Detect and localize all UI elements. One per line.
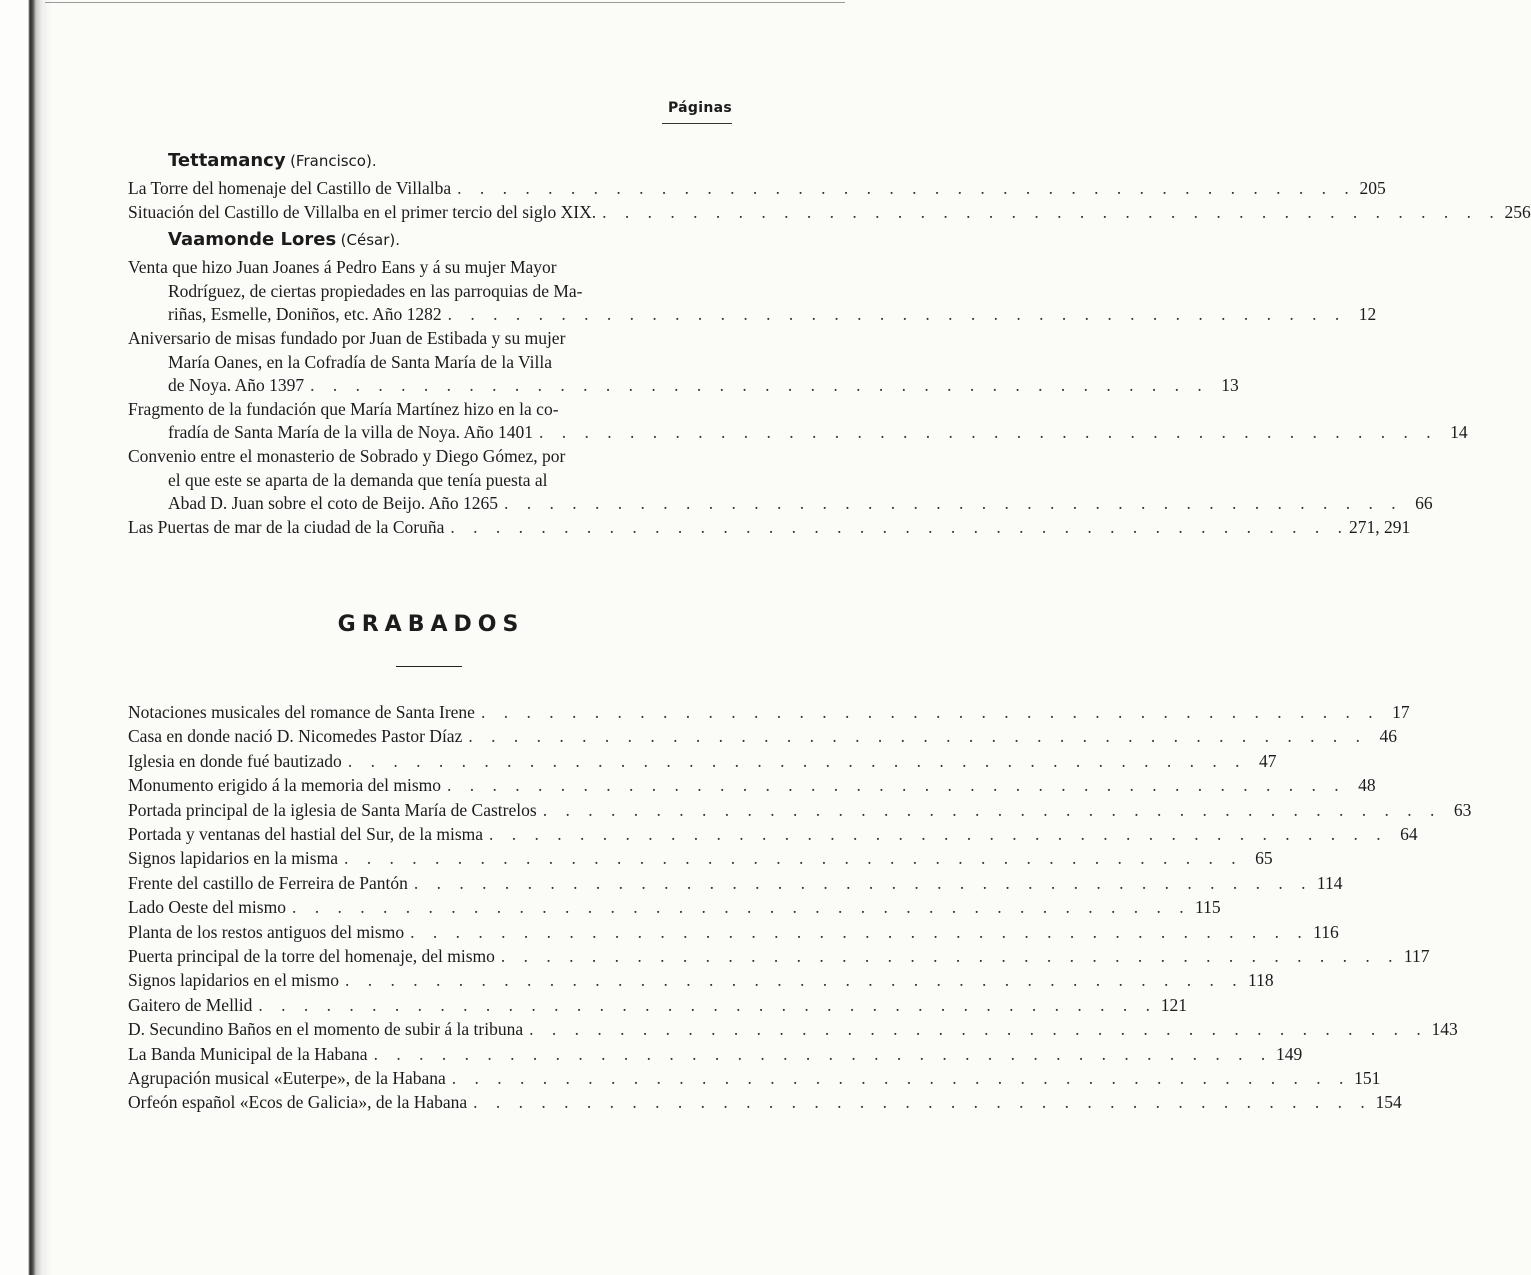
page-number: 271, 291 <box>1348 516 1411 537</box>
paginas-heading: Páginas <box>668 100 732 116</box>
index-line <box>128 872 1343 897</box>
grabados-rule <box>396 666 462 667</box>
dot-leader: . . . . . . . . . . . . . . . . . . . . . . . . . . . . . . . . . . . . . . . . <box>529 1019 1428 1040</box>
entry-text: Situación del Castillo de Villalba en el primer tercio del siglo XIX. <box>128 201 597 222</box>
entry-text: Convenio entre el monasterio de Sobrado y Diego Gómez, por <box>128 446 566 466</box>
entry-text: La Banda Municipal de la Habana <box>128 1043 368 1064</box>
entry-text: María Oanes, en la Cofradía de Santa María de la Villa <box>168 351 552 372</box>
index-line <box>128 1043 1303 1068</box>
entry-text: Gaitero de Mellid <box>128 994 253 1015</box>
index-line <box>168 304 1377 328</box>
dot-leader: . . . . . . . . . . . . . . . . . . . . . . . . . . . . . . . . . . . . . . . . <box>480 702 1380 722</box>
entry-text: Signos lapidarios en la misma <box>128 848 338 869</box>
index-line <box>128 257 724 281</box>
entry-text: Rodríguez, de ciertas propiedades en las parroquias de Ma- <box>168 280 583 301</box>
page-number: 118 <box>1247 970 1274 991</box>
author-heading <box>168 229 400 255</box>
entry-text: Monumento erigido á la memoria del mismo <box>128 775 441 796</box>
index-line <box>128 702 1410 726</box>
dot-leader: . . . . . . . . . . . . . . . . . . . . . . . . . . . . . . . . . . . . . . . . <box>468 726 1367 747</box>
author-heading <box>168 150 377 176</box>
index-line <box>168 422 1468 446</box>
index-line <box>128 921 1339 946</box>
entry-text: Portada principal de la iglesia de Santa María de Castrelos <box>128 799 537 820</box>
dot-leader: . . . . . . . . . . . . . . . . . . . . . . . . . . . . . . . . . . . . . . . . <box>347 750 1247 771</box>
page-number: 63 <box>1453 799 1472 820</box>
index-line <box>128 328 724 352</box>
index-line <box>128 775 1376 799</box>
page-number: 13 <box>1221 375 1239 396</box>
index-line <box>128 516 1411 541</box>
entry-text: Planta de los restos antiguos del mismo <box>128 921 405 942</box>
paginas-underline <box>662 123 732 124</box>
page-number: 149 <box>1275 1043 1303 1064</box>
page-number: 66 <box>1415 493 1433 514</box>
dot-leader: . . . . . . . . . . . . . . . . . . . . . . . . . . . . . . . . . . . . . . . . <box>538 422 1438 443</box>
index-line <box>128 399 724 423</box>
index-line <box>168 493 1433 517</box>
dot-leader: . . . . . . . . . . . . . . . . . . . . . . . . . . . . . . . . . . . . . . . . <box>310 375 1209 396</box>
index-line <box>128 201 1531 226</box>
entry-text: Agrupación musical «Euterpe», de la Habana <box>128 1068 446 1088</box>
entry-text: Frente del castillo de Ferreira de Pantón <box>128 872 408 893</box>
page-number: 17 <box>1392 702 1410 722</box>
author-name: Vaamonde Lores <box>168 229 337 251</box>
page-number: 154 <box>1375 1092 1402 1113</box>
entry-text: D. Secundino Baños en el momento de subir á la tribuna <box>128 1019 524 1040</box>
index-line <box>128 1019 1458 1043</box>
page-number: 12 <box>1358 304 1377 325</box>
dot-leader: . . . . . . . . . . . . . . . . . . . . . . . . . . . . . . . . . . . . . . . . <box>542 799 1442 820</box>
dot-leader: . . . . . . . . . . . . . . . . . . . . . . . . . . . . . . . . . . . . . . . . <box>413 872 1313 893</box>
dot-leader: . . . . . . . . . . . . . . . . . . . . . . . . . . . . . . . . . . . . . . . . <box>447 304 1347 325</box>
index-line <box>128 897 1221 921</box>
dot-leader: . . . . . . . . . . . . . . . . . . . . . . . . . . . . . . . . . . . . . . . . <box>602 201 1501 222</box>
index-line <box>168 281 724 305</box>
page-number: 65 <box>1255 848 1273 869</box>
index-line <box>128 946 1430 970</box>
page-number: 121 <box>1160 994 1188 1015</box>
index-line <box>168 470 724 494</box>
entry-text: Lado Oeste del mismo <box>128 897 286 918</box>
index-line <box>128 178 1386 202</box>
page-number: 143 <box>1431 1019 1458 1040</box>
index-line <box>168 375 1239 399</box>
index-line <box>128 1068 1381 1092</box>
entry-text: fradía de Santa María de la villa de Noya. Año 1401 <box>168 422 533 443</box>
index-line <box>128 726 1397 750</box>
page-number: 114 <box>1316 872 1343 893</box>
dot-leader: . . . . . . . . . . . . . . . . . . . . . . . . . . . . . . . . . . . . . . . . <box>457 178 1356 198</box>
page-number: 117 <box>1403 946 1430 966</box>
author-first-name: (César). <box>340 231 401 250</box>
author-name: Tettamancy <box>168 150 286 171</box>
grabados-title: GRABADOS <box>337 612 525 637</box>
entry-text: riñas, Esmelle, Doniños, etc. Año 1282 <box>168 304 442 325</box>
dot-leader: . . . . . . . . . . . . . . . . . . . . . . . . . . . . . . . . . . . . . . . . <box>473 1092 1372 1113</box>
index-line <box>128 970 1274 994</box>
page-number: 48 <box>1358 775 1376 796</box>
entry-text: Abad D. Juan sobre el coto de Beijo. Año 1265 <box>168 493 499 514</box>
index-line <box>128 994 1188 1019</box>
entry-text: Iglesia en donde fué bautizado <box>128 750 342 771</box>
entry-text: Venta que hizo Juan Joanes á Pedro Eans y á su mujer Mayor <box>128 257 557 278</box>
dot-leader: . . . . . . . . . . . . . . . . . . . . . . . . . . . . . . . . . . . . . . . . <box>489 824 1388 844</box>
index-line <box>128 824 1418 848</box>
dot-leader: . . . . . . . . . . . . . . . . . . . . . . . . . . . . . . . . . . . . . . . . <box>500 946 1400 966</box>
page-number: 46 <box>1379 726 1397 747</box>
page-number: 151 <box>1354 1068 1381 1088</box>
index-line <box>168 352 724 376</box>
dot-leader: . . . . . . . . . . . . . . . . . . . . . . . . . . . . . . . . . . . . . . . . <box>451 1068 1351 1088</box>
dot-leader: . . . . . . . . . . . . . . . . . . . . . . . . . . . . . . . . . . . . . . . . <box>258 994 1158 1015</box>
dot-leader: . . . . . . . . . . . . . . . . . . . . . . . . . . . . . . . . . . . . . . . . <box>291 897 1191 918</box>
dot-leader: . . . . . . . . . . . . . . . . . . . . . . . . . . . . . . . . . . . . . . . . <box>343 848 1243 869</box>
index-line <box>128 750 1277 775</box>
dot-leader: . . . . . . . . . . . . . . . . . . . . . . . . . . . . . . . . . . . . . . . . <box>344 970 1244 991</box>
entry-text: Las Puertas de mar de la ciudad de la Coruña <box>128 516 445 537</box>
page-number: 256 <box>1504 201 1531 222</box>
entry-text: Puerta principal de la torre del homenaje, del mismo <box>128 946 495 966</box>
entry-text: Orfeón español «Ecos de Galicia», de la Habana <box>128 1092 468 1113</box>
index-line <box>128 1092 1402 1116</box>
dot-leader: . . . . . . . . . . . . . . . . . . . . . . . . . . . . . . . . . . . . . . . . <box>410 921 1309 942</box>
page-number: 116 <box>1313 921 1339 942</box>
page-number: 14 <box>1450 422 1468 443</box>
entry-text: el que este se aparta de la demanda que tenía puesta al <box>168 469 548 490</box>
dot-leader: . . . . . . . . . . . . . . . . . . . . . . . . . . . . . . . . . . . . . . . . <box>450 516 1349 537</box>
page-number: 115 <box>1194 897 1221 918</box>
index-line <box>128 446 724 470</box>
index-line <box>128 799 1472 824</box>
page-number: 47 <box>1258 750 1277 771</box>
entry-text: de Noya. Año 1397 <box>168 375 305 396</box>
index-line <box>128 848 1273 872</box>
dot-leader: . . . . . . . . . . . . . . . . . . . . . . . . . . . . . . . . . . . . . . . . <box>504 493 1403 514</box>
page-number: 205 <box>1359 178 1386 198</box>
entry-text: Fragmento de la fundación que María Martínez hizo en la co- <box>128 398 559 419</box>
entry-text: Notaciones musicales del romance de Santa Irene <box>128 702 475 722</box>
entry-text: Signos lapidarios en el mismo <box>128 970 339 991</box>
dot-leader: . . . . . . . . . . . . . . . . . . . . . . . . . . . . . . . . . . . . . . . . <box>373 1043 1273 1064</box>
author-first-name: (Francisco). <box>290 152 377 170</box>
entry-text: Casa en donde nació D. Nicomedes Pastor Díaz <box>128 726 463 747</box>
page-number: 64 <box>1400 824 1418 844</box>
entry-text: La Torre del homenaje del Castillo de Villalba <box>128 178 452 198</box>
entry-text: Aniversario de misas fundado por Juan de Estibada y su mujer <box>128 328 566 348</box>
entry-text: Portada y ventanas del hastial del Sur, de la misma <box>128 824 484 844</box>
dot-leader: . . . . . . . . . . . . . . . . . . . . . . . . . . . . . . . . . . . . . . . . <box>447 775 1346 796</box>
